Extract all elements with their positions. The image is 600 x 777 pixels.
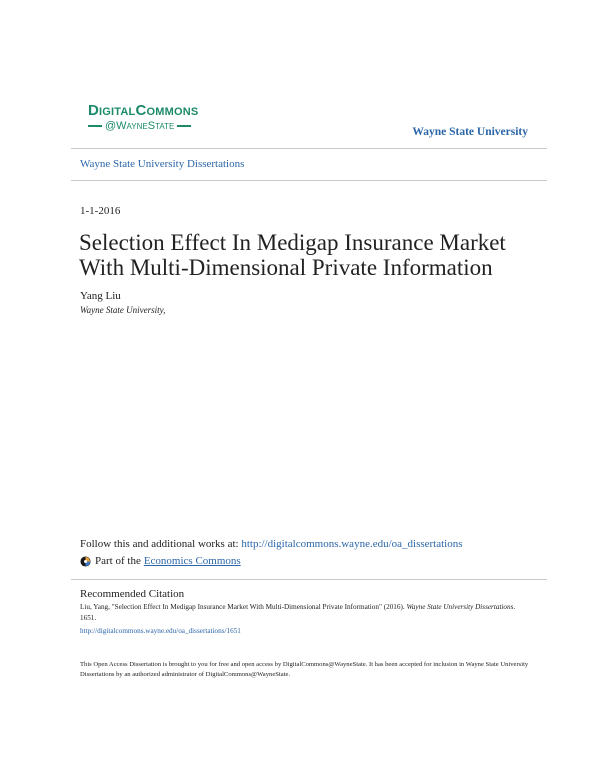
digitalcommons-logo[interactable] <box>88 103 228 132</box>
logo-dash-left <box>88 125 102 127</box>
header-divider <box>71 148 547 149</box>
open-access-notice: This Open Access Dissertation is brought to you for free and open access by DigitalCommons@WayneState. It has been accepted for inclusion in Wayne State University Dissertations by an authorized administrator of DigitalCommons@WayneState. <box>80 661 529 678</box>
part-of-prefix: Part of the <box>95 555 141 567</box>
document-title: Selection Effect In Medigap Insurance Market With Multi-Dimensional Private Information <box>79 230 506 280</box>
citation-url-link[interactable]: http://digitalcommons.wayne.edu/oa_dissertations/1651 <box>80 627 241 635</box>
publication-date: 1-1-2016 <box>80 205 121 217</box>
logo-subline-text: @WayneState <box>105 120 175 132</box>
logo-dash-right <box>177 125 191 127</box>
author-name: Yang Liu <box>80 290 121 302</box>
recommended-citation-heading: Recommended Citation <box>80 588 185 600</box>
logo-wordmark: DigitalCommons <box>88 102 199 119</box>
network-icon <box>80 556 91 567</box>
follow-line <box>80 538 463 550</box>
citation-text <box>80 602 520 624</box>
series-divider <box>71 180 547 181</box>
follow-url-link[interactable]: http://digitalcommons.wayne.edu/oa_dissertations <box>241 538 463 550</box>
university-link[interactable]: Wayne State University <box>412 126 528 138</box>
author-affiliation: Wayne State University, <box>80 305 166 315</box>
citation-body: Liu, Yang, "Selection Effect In Medigap Insurance Market With Multi-Dimensional Private Information" (2016). <box>80 603 407 611</box>
citation-journal: Wayne State University Dissertations <box>406 603 514 611</box>
economics-commons-link[interactable]: Economics Commons <box>143 555 241 567</box>
follow-prefix: Follow this and additional works at: <box>80 538 242 550</box>
logo-subline <box>88 120 228 132</box>
citation-divider <box>71 579 547 580</box>
citation-number: . 1651. <box>80 603 516 622</box>
series-link[interactable]: Wayne State University Dissertations <box>80 158 245 170</box>
part-of-line <box>80 555 241 567</box>
